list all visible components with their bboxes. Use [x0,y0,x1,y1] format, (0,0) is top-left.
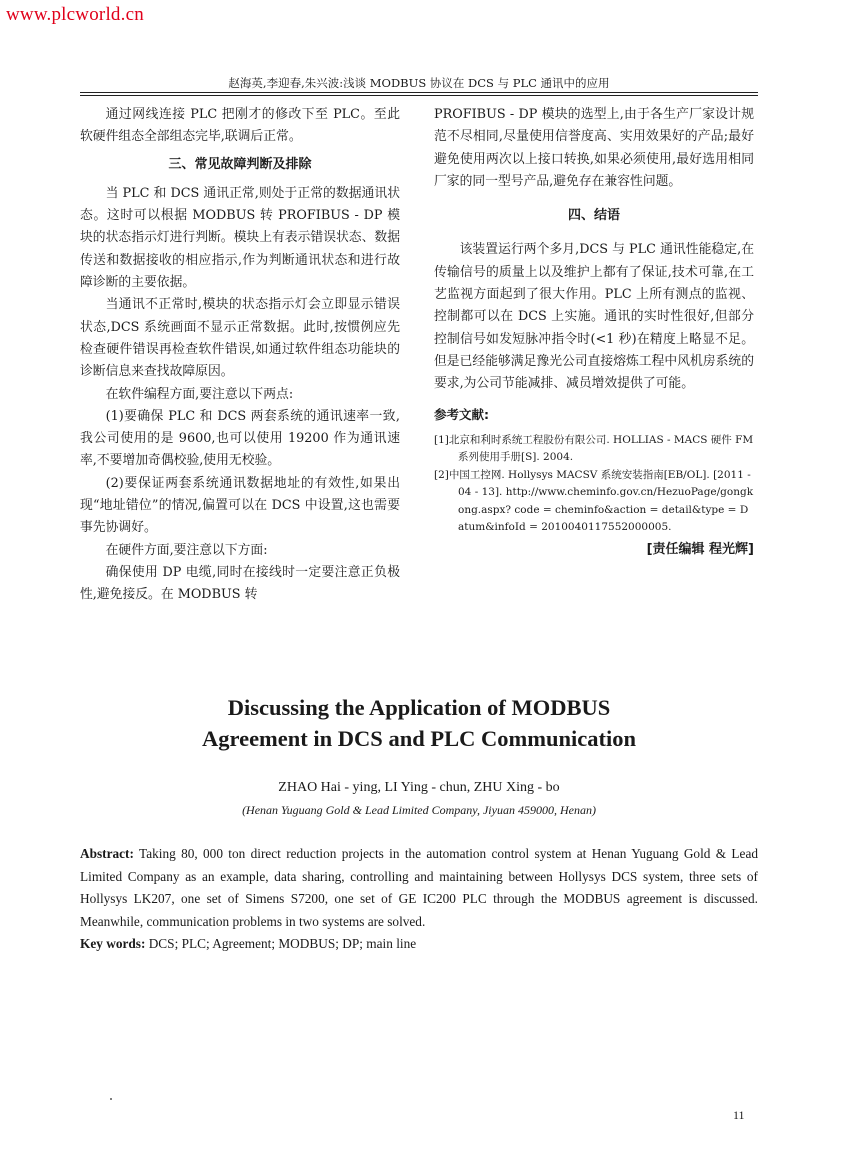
paragraph: 确保使用 DP 电缆,同时在接线时一定要注意正负极性,避免接反。在 MODBUS 转 [80,564,400,603]
reference-item: [2]中国工控网. Hollysys MACSV 系统安装指南[EB/OL]. [2011 - 04 - 13]. http://www.cheminfo.gov.cn/HezuoPage/gongkong.aspx? code = cheminfo&action = detail&type = Datum&infoId = 2010040117552000005. [434,468,754,534]
keywords-text: DCS; PLC; Agreement; MODBUS; DP; main line [148,936,417,951]
abstract-text: Taking 80, 000 ton direct reduction projects in the automation control system at Henan Yuguang Gold & Lead Limited Company as an example, data sharing, controlling and maintaining between Hollysys DCS system, three sets of Hollysys LK207, one set of Simens S7200, one set of GE IC200 PLC through the MODBUS agreement is discussed. Meanwhile, communication problems in two systems are solved. [80,846,758,929]
reference-item: [1]北京和利时系统工程股份有限公司. HOLLIAS - MACS 硬件 FM 系列使用手册[S]. 2004. [434,433,754,464]
paragraph: (2)要保证两套系统通讯数据地址的有效性,如果出现“地址错位”的情况,偏置可以在 DCS 中设置,这也需要事先协调好。 [80,475,400,536]
right-column [434,104,754,561]
section-heading: 三、常见故障判断及排除 [168,156,312,172]
paragraph: (1)要确保 PLC 和 DCS 两套系统的通讯速率一致,我公司使用的是 9600,也可以使用 19200 作为通讯速率,不要增加奇偶校验,使用无校验。 [80,408,400,469]
paragraph: 通过网线连接 PLC 把刚才的修改下至 PLC。至此软硬件组态全部组态完毕,联调后正常。 [80,107,400,145]
abstract-paragraph [80,843,758,933]
english-authors: ZHAO Hai - ying, LI Ying - chun, ZHU Xing - bo [278,780,560,795]
page-number: 11 [733,1108,745,1122]
english-title [80,692,758,754]
abstract-label: Abstract: [80,846,134,861]
paragraph: 在软件编程方面,要注意以下两点: [105,386,294,402]
paragraph: 当 PLC 和 DCS 通讯正常,则处于正常的数据通讯状态。这时可以根据 MODBUS 转 PROFIBUS - DP 模块的状态指示灯进行判断。模块上有表示错误状态、数据传送和数据接收的相应指示,作为判断通讯状态和进行故障诊断的主要依据。 [80,185,400,291]
responsible-editor: [责任编辑 程光辉] [646,541,754,557]
section-heading: 四、结语 [567,208,620,224]
header-rule-double [80,95,758,96]
paragraph: PROFIBUS - DP 模块的选型上,由于各生产厂家设计规范不尽相同,尽量使用信誉度高、实用效果好的产品;最好避免使用两次以上接口转换,如果必须使用,最好选用相同厂家的同一型号产品,避免存在兼容性问题。 [434,107,754,189]
paragraph: 该装置运行两个多月,DCS 与 PLC 通讯性能稳定,在传输信号的质量上以及维护上都有了保证,技术可靠,在工艺监视方面起到了很大作用。PLC 上所有测点的监视、控制都可以在 DCS 上实施。通讯的实时性很好,但部分控制信号如发短脉冲指令时(<1 秒)在精度上略显不足。但是已经能够满足豫光公司直接熔炼工程中风机房系统的要求,为公司节能减排、减员增效提供了可能。 [434,242,754,392]
references-heading: 参考文献: [434,406,489,422]
left-column [80,104,400,607]
scan-speck [110,1098,112,1100]
english-affiliation: (Henan Yuguang Gold & Lead Limited Company, Jiyuan 459000, Henan) [242,803,596,817]
running-head: 赵海英,李迎春,朱兴波:浅谈 MODBUS 协议在 DCS 与 PLC 通讯中的应用 [228,76,610,90]
paragraph: 在硬件方面,要注意以下方面: [105,542,268,558]
paragraph: 当通讯不正常时,模块的状态指示灯会立即显示错误状态,DCS 系统画面不显示正常数据。此时,按惯例应先检查硬件错误再检查软件错误,如通过软件组态功能块的诊断信息来查找故障原因。 [80,297,400,380]
keywords-paragraph [80,933,758,956]
english-title-line: Agreement in DCS and PLC Communication [202,726,636,751]
header-rule [80,92,758,93]
english-title-line: Discussing the Application of MODBUS [227,695,611,720]
english-abstract [80,843,758,956]
watermark-url: www.plcworld.cn [6,4,144,25]
keywords-label: Key words: [80,936,146,951]
